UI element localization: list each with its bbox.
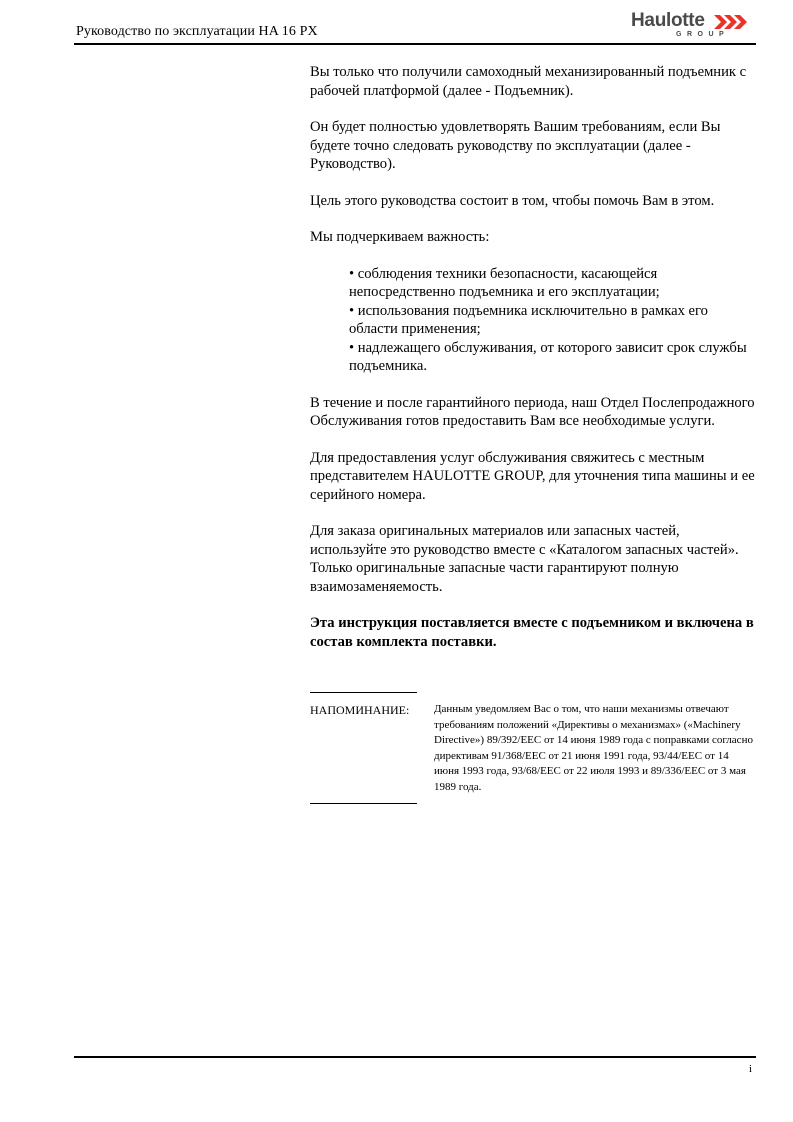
paragraph-emphasis: Мы подчеркиваем важность: — [310, 229, 490, 245]
logo-subtitle: GROUP — [676, 31, 730, 38]
chevron-icon — [714, 12, 748, 32]
paragraph-purpose: Цель этого руководства состоит в том, чтобы помочь Вам в этом. — [310, 192, 715, 209]
paragraph-intro: Вы только что получили самоходный механизированный подъемник с рабочей платформой (далее - Подъемник). — [310, 64, 747, 99]
reminder-label: НАПОМИНАНИЕ: — [310, 703, 410, 717]
reminder-bottom-rule — [310, 803, 417, 804]
document-title: Руководство по эксплуатации HA 16 PX — [76, 24, 318, 39]
list-item: • надлежащего обслуживания, от которого зависит срок службы подъемника. — [349, 339, 747, 374]
delivery-note: Эта инструкция поставляется вместе с подъемником и включена в состав комплекта поставки. — [310, 615, 754, 650]
haulotte-logo — [630, 10, 748, 40]
header-divider — [74, 43, 756, 45]
page-number: i — [749, 1063, 753, 1075]
bullet-list — [349, 265, 755, 376]
paragraph-parts: Для заказа оригинальных материалов или запасных частей, используйте это руководство вместе с «Каталогом запасных частей». Только оригинальные запасные части гарантируют полную взаимозаменяемость. — [310, 523, 739, 595]
reminder-text: Данным уведомляем Вас о том, что наши механизмы отвечают требованиям положений «Директивы о механизмах» («Machinery Directive») 89/392/EEC от 14 июня 1989 года с поправками согласно директивам 91/368/EEC от 21 июня 1991 года, 93/44/EEC от 14 июня 1993 года, 93/68/EEC от 22 июля 1993 и 89/336/EEC от 3 мая 1989 года. — [434, 703, 753, 793]
main-content — [310, 63, 755, 669]
list-item: • использования подъемника исключительно в рамках его области применения; — [349, 302, 708, 337]
paragraph-satisfaction: Он будет полностью удовлетворять Вашим требованиям, если Вы будете точно следовать руководству по эксплуатации (далее - Руководство). — [310, 119, 721, 172]
reminder-top-rule — [310, 692, 417, 693]
list-item: • соблюдения техники безопасности, касающейся непосредственно подъемника и его эксплуатации; — [349, 265, 660, 300]
paragraph-service: В течение и после гарантийного периода, наш Отдел Послепродажного Обслуживания готов предоставить Вам все необходимые услуги. — [310, 394, 755, 429]
footer-divider — [74, 1056, 756, 1058]
paragraph-contact: Для предоставления услуг обслуживания свяжитесь с местным представителем HAULOTTE GROUP, для уточнения типа машины и ее серийного номера. — [310, 449, 755, 503]
logo-wordmark: Haulotte — [631, 10, 705, 31]
